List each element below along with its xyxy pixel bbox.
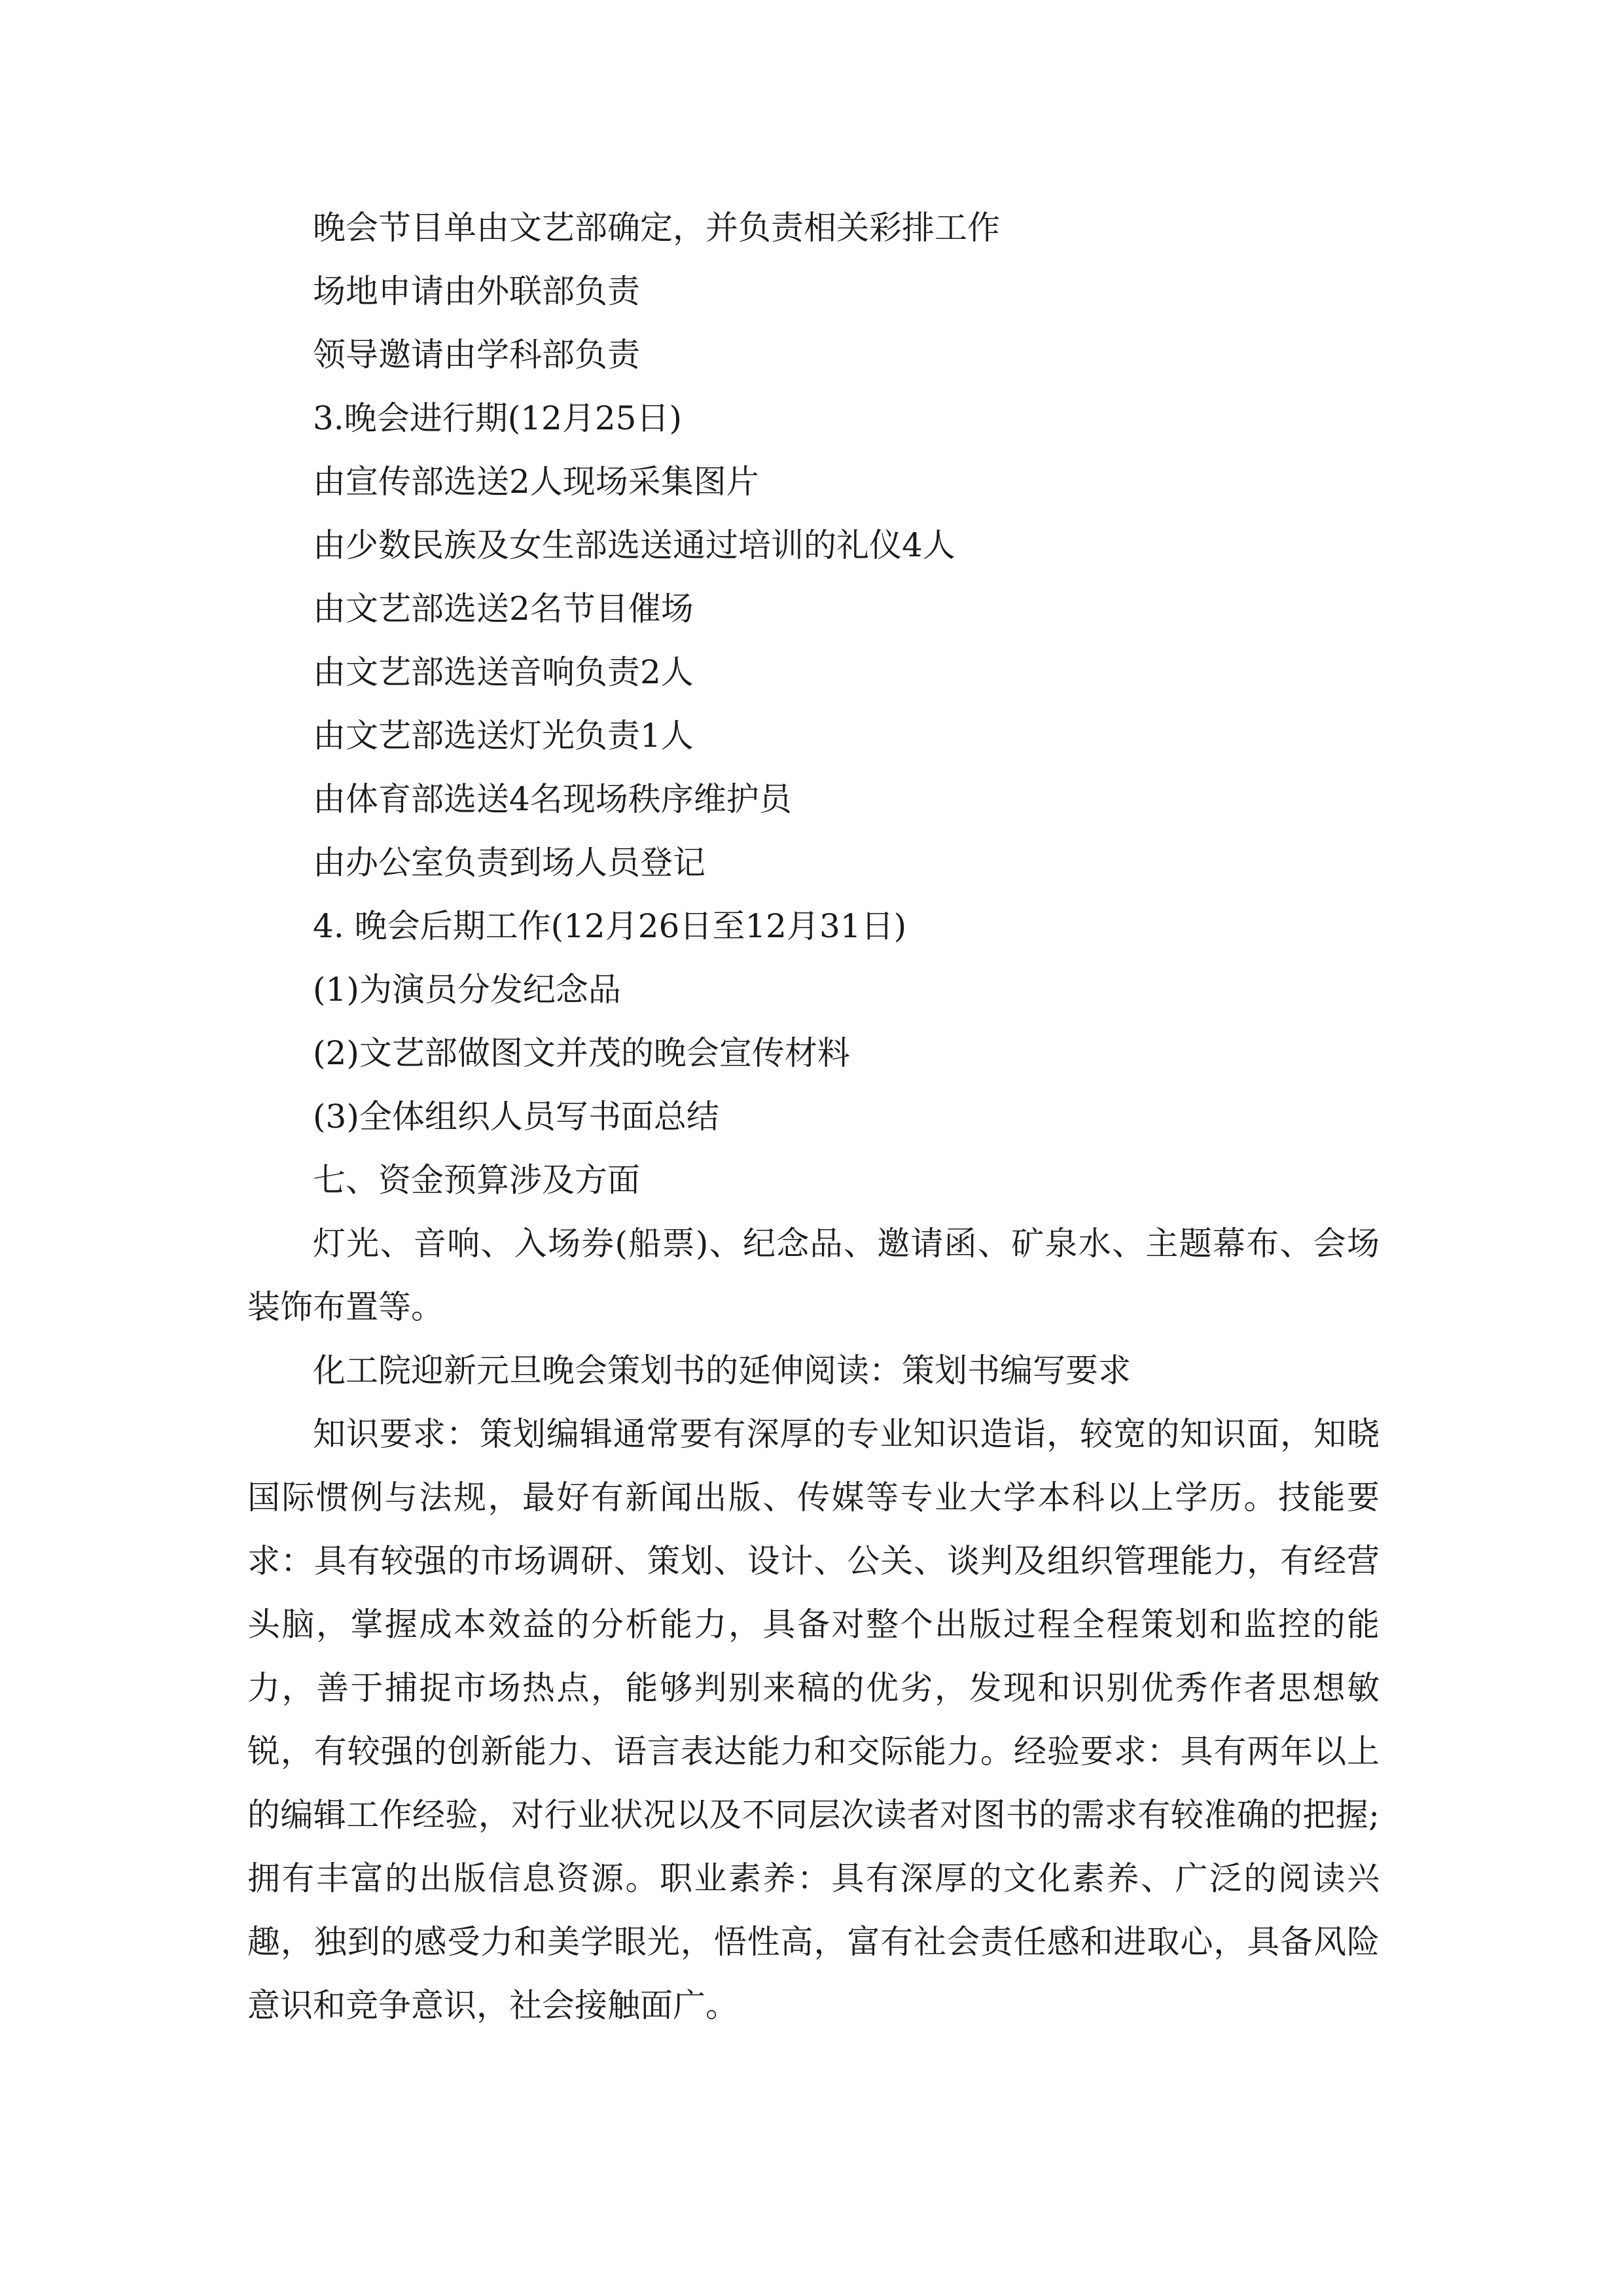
section-heading-in-progress: 3.晚会进行期(12月25日) — [313, 399, 682, 437]
section-heading-budget: 七、资金预算涉及方面 — [313, 1161, 640, 1199]
paragraph-sound: 由文艺部选送音响负责2人 — [313, 653, 694, 691]
paragraph-invitation: 领导邀请由学科部负责 — [313, 336, 640, 374]
paragraph-requirements: 知识要求：策划编辑通常要有深厚的专业知识造诣，较宽的知识面，知晓国际惯例与法规，最好有新闻出版、传媒等专业大学本科以上学历。技能要求：具有较强的市场调研、策划、设计、公关、谈判及组织管理能力，有经营头脑，掌握成本效益的分析能力，具备对整个出版过程全程策划和监控的能力，善于捕捉市场热点，能够判别来稿的优劣，发现和识别优秀作者思想敏锐，有较强的创新能力、语言表达能力和交际能力。经验要求：具有两年以上的编辑工作经验，对行业状况以及不同层次读者对图书的需求有较准确的把握;拥有丰富的出版信息资源。职业素养：具有深厚的文化素养、广泛的阅读兴趣，独到的感受力和美学眼光，悟性高，富有社会责任感和进取心，具备风险意识和竞争意识，社会接触面广。 — [247, 1415, 1380, 2024]
list-item-souvenirs: (1)为演员分发纪念品 — [313, 971, 621, 1009]
paragraph-budget-items: 灯光、音响、入场券(船票)、纪念品、邀请函、矿泉水、主题幕布、会场装饰布置等。 — [247, 1225, 1380, 1326]
list-item-promo-materials: (2)文艺部做图文并茂的晚会宣传材料 — [313, 1034, 850, 1072]
paragraph-registration: 由办公室负责到场人员登记 — [313, 844, 705, 882]
paragraph-rehearsal: 晚会节目单由文艺部确定，并负责相关彩排工作 — [313, 209, 1000, 247]
paragraph-extended-reading-title: 化工院迎新元旦晚会策划书的延伸阅读：策划书编写要求 — [313, 1352, 1131, 1390]
paragraph-etiquette: 由少数民族及女生部选送通过培训的礼仪4人 — [313, 526, 955, 564]
document-body — [247, 196, 1380, 2037]
paragraph-order: 由体育部选送4名现场秩序维护员 — [313, 780, 792, 818]
paragraph-venue: 场地申请由外联部负责 — [313, 272, 640, 310]
section-heading-post-event: 4. 晚会后期工作(12月26日至12月31日) — [313, 907, 907, 945]
paragraph-lighting: 由文艺部选送灯光负责1人 — [313, 717, 694, 755]
list-item-summary: (3)全体组织人员写书面总结 — [313, 1098, 719, 1136]
paragraph-photos: 由宣传部选送2人现场采集图片 — [313, 463, 759, 501]
paragraph-stage-call: 由文艺部选送2名节目催场 — [313, 590, 694, 628]
